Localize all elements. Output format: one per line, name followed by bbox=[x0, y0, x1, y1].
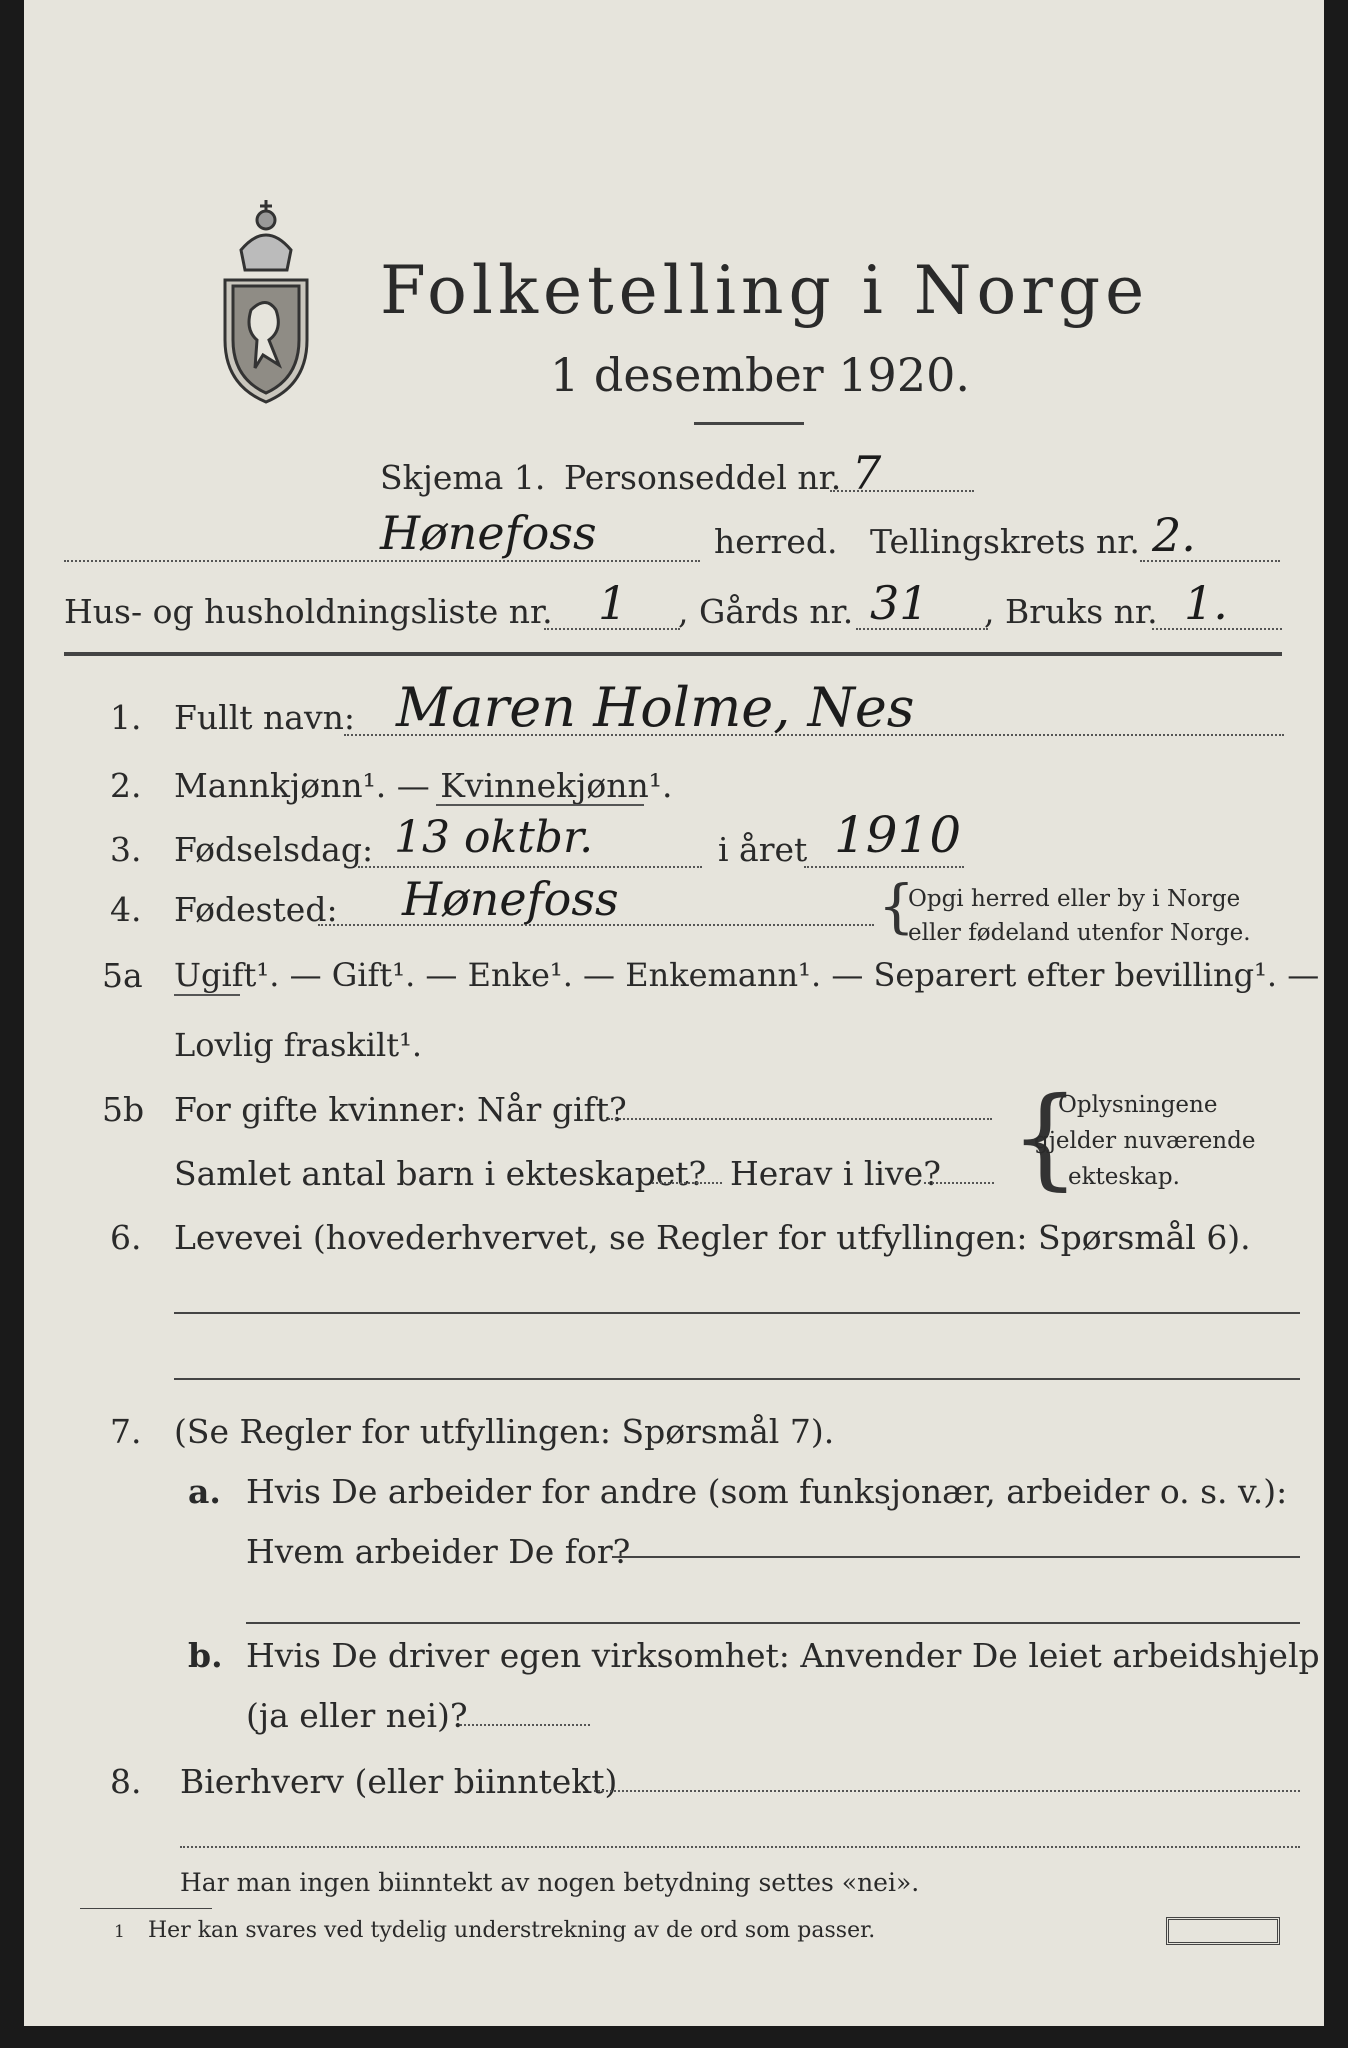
q7a-label-2: Hvem arbeider De for? bbox=[246, 1532, 631, 1571]
tellingskrets-label: Tellingskrets nr. bbox=[870, 522, 1140, 561]
ugift-underline bbox=[174, 994, 240, 996]
bruks-value[interactable]: 1. bbox=[1184, 576, 1228, 630]
q7a-answer-line-1[interactable] bbox=[612, 1556, 1300, 1558]
full-name-value[interactable]: Maren Holme, Nes bbox=[396, 676, 915, 739]
q4-label: Fødested: bbox=[174, 890, 338, 929]
skjema-label: Skjema 1. bbox=[380, 458, 546, 497]
header-divider bbox=[64, 652, 1282, 656]
q7-number: 7. bbox=[110, 1412, 142, 1451]
bleed-through-text bbox=[1184, 0, 1324, 1640]
tellingskrets-value[interactable]: 2. bbox=[1152, 508, 1196, 562]
title-rule bbox=[694, 422, 804, 425]
q5b-label-2: Samlet antal barn i ekteskapet? bbox=[174, 1154, 707, 1193]
q7-label: (Se Regler for utfyllingen: Spørsmål 7). bbox=[174, 1412, 835, 1451]
q5b-note-2: gjelder nuværende bbox=[1034, 1128, 1256, 1154]
q2-label: Mannkjønn¹. — Kvinnekjønn¹. bbox=[174, 766, 673, 805]
husliste-label: Hus- og husholdningsliste nr. bbox=[64, 592, 553, 631]
census-form-page: Folketelling i Norge 1 desember 1920. Skjema 1. Personseddel nr. 7 Hønefoss herred. Tellingskrets nr. 2. Hus- og husholdningsliste nr. 1 , Gårds nr. 31 , Bruks nr. 1. 1. Fullt navn: Maren Holme, Nes 2. Mannkjønn¹. — Kvinnekjønn¹. 3. Fødselsdag: 13 oktbr. i året 1910 4. Fødested: Hønefoss { Opgi herred eller by i Norge eller fødeland utenfor Norge. 5a Ugift¹. — Gift¹. — Enke¹. — Enkemann¹. — Separert efter bevilling¹. — Lovlig fraskilt¹. 5b For gifte kvinner: Når gift? Samlet antal barn i ekteskapet? Herav i live? { Oplysningene gjelder nuværende ekteskap. 6. Levevei (hovederhvervet, se Regler for utfyllingen: Spørsmål 6). 7. (Se Regler for utfyllingen: Spørsmål 7). a. Hvis De arbeider for andre (som funksjonær, arbeider o. s. v.): Hvem arbeider De for? b. Hvis De driver egen virksomhet: Anvender De leiet arbeidshjelp (ja eller nei)? 8. Bierhverv (eller biinntekt) Har man ingen biinntekt av nogen betydning settes «nei». 1 Her kan svares ved tydelig understrekning av de ord som passer. bbox=[24, 0, 1324, 2026]
personseddel-label: Personseddel nr. bbox=[564, 458, 842, 497]
kvinnekjonn-underline bbox=[436, 804, 644, 806]
q5b-label: For gifte kvinner: Når gift? bbox=[174, 1090, 627, 1129]
birthday-value[interactable]: 13 oktbr. bbox=[394, 812, 594, 863]
q4-note-2: eller fødeland utenfor Norge. bbox=[908, 920, 1251, 946]
q7a-answer-line-2[interactable] bbox=[246, 1622, 1300, 1624]
q1-number: 1. bbox=[110, 698, 142, 737]
q7a-label: Hvis De arbeider for andre (som funksjonær, arbeider o. s. v.): bbox=[246, 1472, 1288, 1511]
coat-of-arms-icon bbox=[211, 190, 321, 408]
q7b-label: Hvis De driver egen virksomhet: Anvender De leiet arbeidshjelp bbox=[246, 1636, 1320, 1675]
q4-number: 4. bbox=[110, 890, 142, 929]
birthplace-value[interactable]: Hønefoss bbox=[402, 872, 619, 926]
q8-label: Bierhverv (eller biinntekt) bbox=[180, 1762, 618, 1801]
printer-stamp bbox=[1166, 1917, 1280, 1945]
q6-label: Levevei (hovederhvervet, se Regler for utfyllingen: Spørsmål 6). bbox=[174, 1218, 1251, 1257]
footnote-text: Her kan svares ved tydelig understrekning av de ord som passer. bbox=[148, 1918, 876, 1943]
gards-label: , Gårds nr. bbox=[678, 592, 854, 631]
q3-year-label: i året bbox=[718, 830, 808, 869]
q6-answer-line-2[interactable] bbox=[174, 1378, 1300, 1380]
q3-label: Fødselsdag: bbox=[174, 830, 374, 869]
form-title: Folketelling i Norge bbox=[380, 252, 1150, 329]
q5a-number: 5a bbox=[102, 956, 143, 995]
herred-label: herred. bbox=[714, 522, 838, 561]
q5b-number: 5b bbox=[102, 1090, 145, 1129]
footnote-number: 1 bbox=[114, 1922, 125, 1942]
q7b-number: b. bbox=[188, 1636, 223, 1675]
bruks-label: , Bruks nr. bbox=[984, 592, 1158, 631]
personseddel-value[interactable]: 7 bbox=[852, 446, 882, 500]
q1-label: Fullt navn: bbox=[174, 698, 355, 737]
q5a-label: Ugift¹. — Gift¹. — Enke¹. — Enkemann¹. — Separert efter bevilling¹. — bbox=[174, 956, 1320, 994]
q2-number: 2. bbox=[110, 766, 142, 805]
footer-note: Har man ingen biinntekt av nogen betydning settes «nei». bbox=[180, 1868, 920, 1897]
q7b-label-2: (ja eller nei)? bbox=[246, 1696, 468, 1735]
q4-note-1: Opgi herred eller by i Norge bbox=[908, 886, 1241, 912]
form-date: 1 desember 1920. bbox=[550, 348, 970, 402]
q7a-number: a. bbox=[188, 1472, 221, 1511]
q5b-label-3: Herav i live? bbox=[730, 1154, 941, 1193]
q6-answer-line-1[interactable] bbox=[174, 1312, 1300, 1314]
q5a-label-2: Lovlig fraskilt¹. bbox=[174, 1026, 423, 1064]
q5b-note-1: Oplysningene bbox=[1058, 1092, 1218, 1118]
herred-value[interactable]: Hønefoss bbox=[380, 506, 597, 560]
q3-number: 3. bbox=[110, 830, 142, 869]
q6-number: 6. bbox=[110, 1218, 142, 1257]
gards-value[interactable]: 31 bbox=[870, 576, 929, 630]
q8-number: 8. bbox=[110, 1762, 142, 1801]
birth-year-value[interactable]: 1910 bbox=[834, 806, 962, 864]
husliste-value[interactable]: 1 bbox=[598, 576, 628, 630]
q5b-note-3: ekteskap. bbox=[1068, 1164, 1180, 1190]
